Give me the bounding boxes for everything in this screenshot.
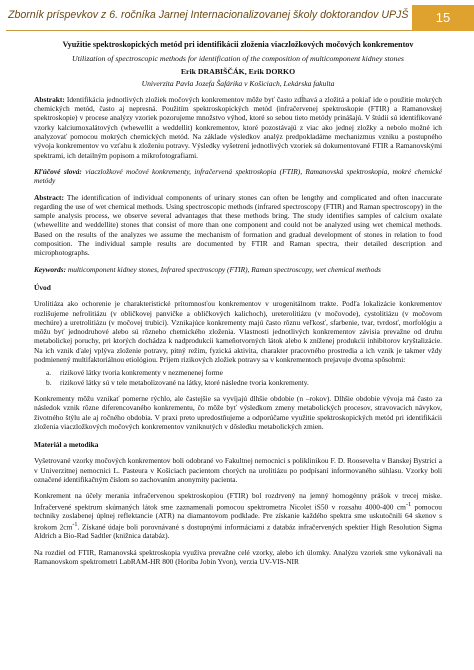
keywords-sk-text: viaczložkové močové konkrementy, infračervená spektroskopia (FTIR), Ramanovská spektroskopia, mokré chemické metódy (34, 166, 442, 186)
abstract-sk-text: Identifikácia jednotlivých zložiek močových konkrementov môže byť často zdĺhavá a zložitá a pokiaľ ide o použitie mokrých chemických metód, často aj nepresná. Použitím spektroskopických metód (infračervenej spektroskopie (FTIR) a Ramanovskej spektroskopie) v procese analýzy vzoriek pozorujeme množstvo výhod, ktoré so sebou tieto metódy prinášajú. V štúdii sú identifikované vzorky kalciumoxalátových (whewellit a weddellit) konkrementov, ktoré pozostávajú z viac ako jednej zložky a nebolo možné ich analyzovať pomocou mokrých chemických metód. Na základe výsledkov analýz predpokladáme mechanizmus vzniku a postupného vývoja konkrementov vo vzťahu k zloženiu potravy. Výsledky vyšetrení jednotlivých vzoriek sú dokumentované FTIR a Ramanovskými spektrami, ich detailným popisom a mikrofotografiami. (34, 94, 442, 160)
abstract-en-text: The identification of individual components of urinary stones can often be lengthy and complicated and often inaccurate regarding the use of wet chemical methods. Using spectroscopic methods (infrared spectroscopy (FTIR) and Raman spectroscopy) in the sample analysis process, we observe several advantages that these methods bring. The study identifies samples of calcium oxalate (whewellite and weddellite) stones that consist of more than one component and could not be analyzed using wet chemical methods. Based on the results of the analyzes we assume the mechanism of formation and gradual development of stones in relation to food composition. The individual sample results are documented by FTIR and Raman spectra, their detailed description and microphotographs. (34, 192, 442, 258)
list-item (46, 377, 442, 387)
list-item-text: rizikové látky sú v tele metabolizované na látky, ktoré následne tvoria konkrementy. (60, 377, 309, 387)
methods-paragraph-2 (34, 491, 442, 540)
keywords-en-text: multicomponent kidney stones, Infrared spectroscopy (FTIR), Raman spectroscopy, wet chemical methods (67, 264, 381, 274)
article-title: Využitie spektroskopických metód pri identifikácii zloženia viaczložkových močových konkrementov (62, 40, 414, 49)
list-item (46, 368, 442, 378)
abstract-en-label: Abstract: (34, 192, 64, 202)
superscript-1: -1 (405, 501, 412, 508)
methods-paragraph-1: Vyšetrované vzorky močových konkrementov boli odobrané vo Fakultnej nemocnici s poliklinikou F. D. Roosevelta v Banskej Bystrici a v Univerzitnej nemocnici L. Pasteura v Košiciach pacientom chorých na urolitiázu po podpísaní informovaného súhlasu. Vzorky boli označené identifikačným číslom so zachovaním anonymity pacienta. (34, 456, 442, 484)
article-affiliation: Univerzita Pavla Jozefa Šafárika v Košiciach, Lekárska fakulta (141, 78, 335, 88)
header-rule (6, 30, 412, 31)
article-subtitle: Utilization of spectroscopic methods for identification of the composition of multicomponent kidney stones (72, 54, 404, 63)
list-marker: a. (46, 368, 52, 378)
intro-paragraph-2: Konkrementy môžu vznikať pomerne rýchlo, ale častejšie sa vyvíjajú dlhšie obdobie (n –rokov). Dlhšie obdobie vývoja má často za následok vznik rôzne diferencovaného konkrementu, čo môže byť výsledkom zmeny metabolických procesov, stravovacích návykov, životného štýlu ale aj ročného obdobia. V praxi preto upredostňujeme a odporúčame využitie spektroskopických metód pri identifikácii zloženia viaczložkových močových konkrementov vzniknutých v dôsledku metabolických zmien. (34, 393, 442, 431)
keywords-sk-label: Kľúčové slová: (34, 166, 82, 176)
article-body (34, 40, 442, 566)
methods-paragraph-3: Na rozdiel od FTIR, Ramanovská spektroskopia využíva prevažne celé vzorky, alebo ich úlomky. Analýzu vzoriek sme vykonávali na Ramanovskom spektrometri LabRAM-HR 800 (Horiba Jobin Yvon), verzia UV-VIS-NIR (34, 547, 442, 566)
keywords-en-label: Keywords: (34, 264, 67, 274)
methods-p2-part-b: pomocou techniky zoslabenej úplnej reflektancie (ATR) na diamantovom podklade. Pre získanie každého spektra sme uskutočnili 64 skenov s krokom 2cm (34, 502, 442, 532)
abstract-sk (34, 95, 442, 160)
intro-heading: Úvod (34, 282, 51, 292)
page-header (0, 0, 474, 34)
list-item-text: rizikové látky tvoria konkrementy v nezmenenej forme (60, 368, 223, 378)
keywords-en (34, 265, 442, 274)
keywords-sk (34, 167, 442, 186)
superscript-2: -1 (72, 521, 78, 528)
list-marker: b. (46, 377, 52, 387)
methods-heading: Materiál a metodika (34, 440, 99, 450)
intro-paragraph-1: Urolitiáza ako ochorenie je charakteristické prítomnosťou konkrementov v urogenitálnom trakte. Podľa lokalizácie konkrementov rozlišujeme nefrolitiázu (v obličkovej panvičke a obličkových kalichoch), ureterolitiázu (v močovode), cystolitiázu (v močovom mechúre) a uretrolitiázu (v močovej trubici). Vznikajúce konkrementy majú často rôznu veľkosť, sfarbenie, tvar, tvrdosť, morfológiu a môžu byť jednodruhové alebo sú rôzneho chemického zloženia. Vlastnosti jednotlivých konkrementov závisia prevažne od druhu metabolickej poruchy, pri ktorých dochádza k nadprodukcii kameňotvorných látok alebo k zníženej produkcii inhibítorov kryštalizácie. Na ich vznik ďalej vplýva zloženie potravy, pitný režim, fyzická aktivita, charakter pracovného prostredia a ich vznik je takmer vždy podmienený multifaktoriálnou etiológiou. Prijem rizikových zložiek potravy sa v konkrementoch prejavuje dvoma spôsobmi: (34, 299, 442, 365)
abstract-sk-label: Abstrakt: (34, 94, 65, 104)
methods-p2-part-a: Konkrement na účely merania infračervenou spektroskopiou (FTIR) bol rozdrvený na jemný homogénny prášok v trecej miske. Infračervené spektrum skúmaných látok sme zaznamenali pomocou spektrometra Nicolet iS50 v rozsahu 4000-400 cm (34, 491, 442, 512)
abstract-en (34, 193, 442, 258)
page-number: 15 (412, 5, 474, 31)
intro-list (34, 368, 442, 387)
journal-title: Zborník príspevkov z 6. ročníka Jarnej Internacionalizovanej školy doktorandov UPJŠ (8, 9, 409, 21)
methods-p2-part-c: . Získané údaje boli porovnávané s dostupnými informáciami z databáz infračervených spektier High Resolution Sigma Aldrich a Bio-Rad Sadtler (knižnica databáz). (34, 522, 442, 541)
article-authors: Erik DRABIŠČÁK, Erik DORKO (180, 67, 296, 77)
